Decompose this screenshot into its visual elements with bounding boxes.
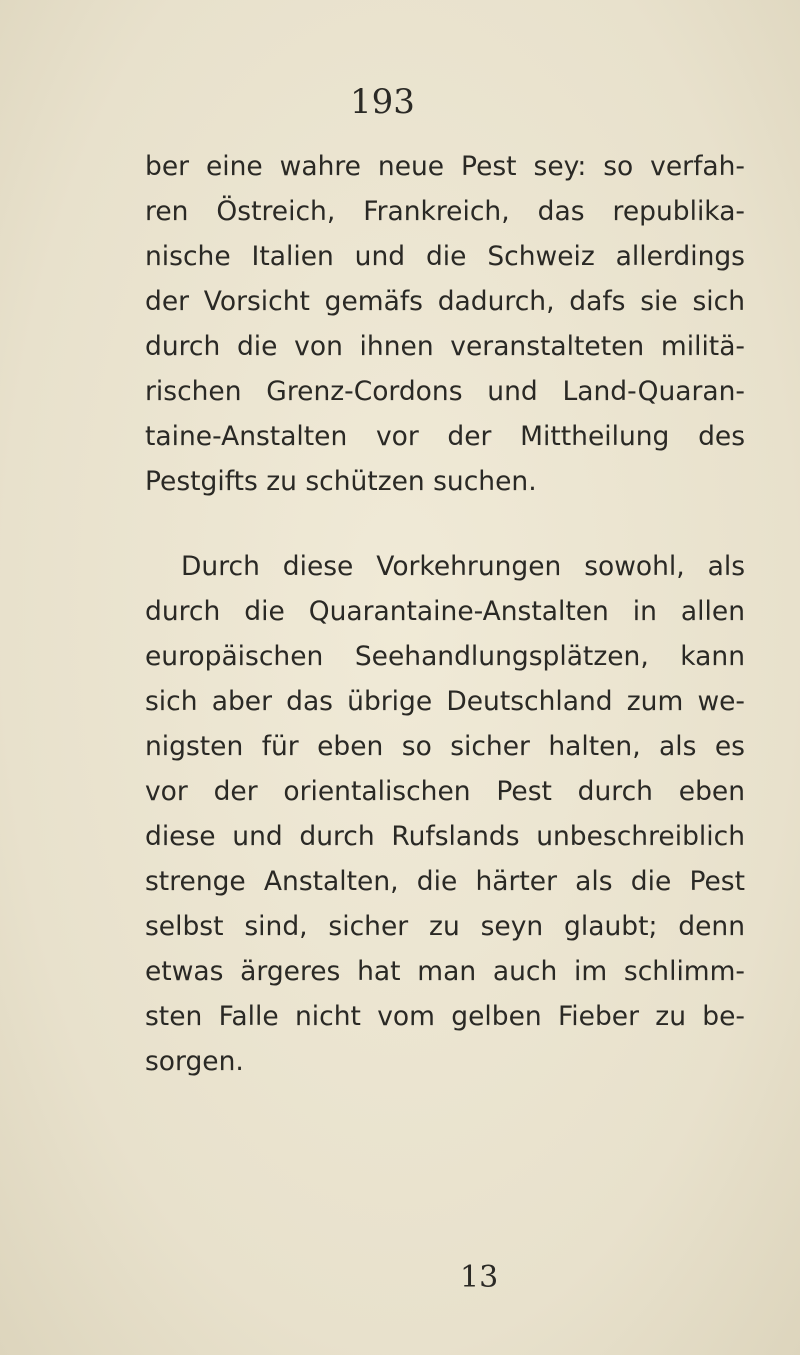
text-line: diese und durch Rufslands unbeschreiblich — [145, 821, 745, 852]
text-line: etwas ärgeres hat man auch im schlimm- — [145, 956, 745, 987]
text-line: selbst sind, sicher zu seyn glaubt; denn — [145, 911, 745, 942]
page-number: 193 — [350, 82, 415, 122]
signature-mark: 13 — [460, 1260, 499, 1295]
text-line: vor der orientalischen Pest durch eben — [145, 776, 745, 807]
text-line: durch die von ihnen veranstalteten militä- — [145, 331, 745, 362]
text-line: rischen Grenz-Cordons und Land-Quaran- — [145, 376, 745, 407]
text-line: nische Italien und die Schweiz allerdings — [145, 241, 745, 272]
text-line: sorgen. — [145, 1046, 244, 1077]
text-line: strenge Anstalten, die härter als die Pest — [145, 866, 745, 897]
text-line: nigsten für eben so sicher halten, als es — [145, 731, 745, 762]
text-line: Durch diese Vorkehrungen sowohl, als — [181, 551, 745, 582]
text-line: europäischen Seehandlungsplätzen, kann — [145, 641, 745, 672]
text-line: sich aber das übrige Deutschland zum we- — [145, 686, 745, 717]
text-line: der Vorsicht gemäfs dadurch, dafs sie sich — [145, 286, 745, 317]
text-line: Pestgifts zu schützen suchen. — [145, 466, 537, 497]
text-line: taine-Anstalten vor der Mittheilung des — [145, 421, 745, 452]
text-line: durch die Quarantaine-Anstalten in allen — [145, 596, 745, 627]
text-line: ren Östreich, Frankreich, das republika- — [145, 196, 745, 227]
text-line: sten Falle nicht vom gelben Fieber zu be- — [145, 1001, 745, 1032]
text-line: ber eine wahre neue Pest sey: so verfah- — [145, 151, 745, 182]
